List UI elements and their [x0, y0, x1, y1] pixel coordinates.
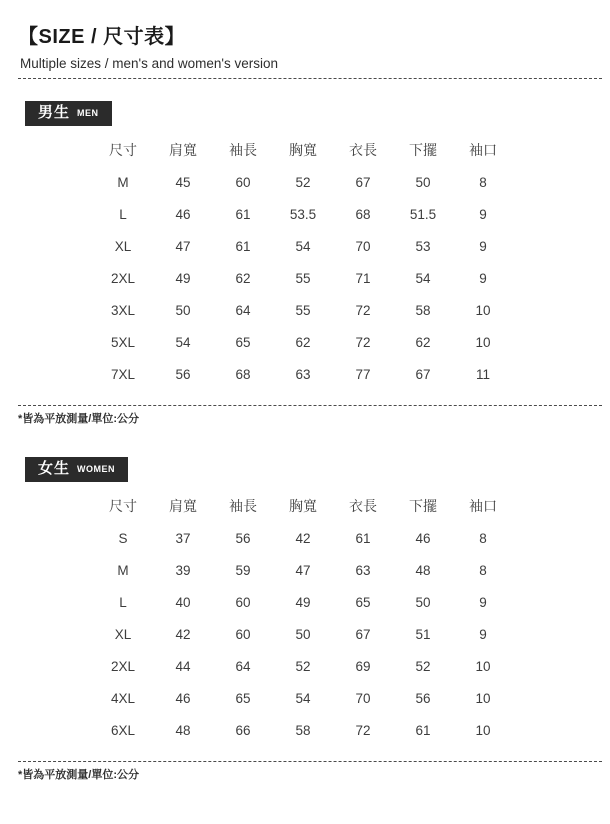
column-header: 下擺 [409, 142, 437, 159]
men-measurement-note: *皆為平放測量/單位:公分 [18, 413, 139, 426]
measurement-value: 10 [475, 658, 491, 674]
measurement-value: 77 [355, 366, 371, 382]
size-label: M [117, 562, 129, 578]
measurement-value: 52 [295, 174, 311, 190]
measurement-value: 62 [415, 334, 431, 350]
measurement-value: 61 [235, 238, 251, 254]
measurement-value: 66 [235, 722, 251, 738]
measurement-value: 49 [295, 594, 311, 610]
measurement-value: 54 [415, 270, 431, 286]
measurement-value: 50 [415, 174, 431, 190]
measurement-value: 67 [355, 174, 371, 190]
measurement-value: 60 [235, 174, 251, 190]
measurement-value: 9 [479, 270, 487, 286]
column-header: 尺寸 [109, 142, 137, 159]
measurement-value: 62 [295, 334, 311, 350]
size-label: L [119, 206, 127, 222]
measurement-value: 50 [295, 626, 311, 642]
measurement-value: 37 [175, 530, 191, 546]
women-badge-label: 女生 [38, 460, 71, 478]
measurement-value: 67 [415, 366, 431, 382]
measurement-value: 53.5 [289, 206, 317, 222]
measurement-value: 51.5 [409, 206, 437, 222]
measurement-value: 47 [175, 238, 191, 254]
measurement-value: 58 [295, 722, 311, 738]
measurement-value: 63 [355, 562, 371, 578]
measurement-value: 9 [479, 238, 487, 254]
column-header: 下擺 [409, 498, 437, 515]
dashed-divider [18, 761, 602, 762]
men-table-head [93, 134, 513, 166]
measurement-value: 56 [235, 530, 251, 546]
measurement-value: 44 [175, 658, 191, 674]
measurement-value: 61 [415, 722, 431, 738]
men-badge-label: 男生 [38, 104, 71, 121]
measurement-value: 52 [295, 658, 311, 674]
column-header: 袖長 [229, 142, 257, 159]
column-header: 胸寬 [289, 498, 317, 515]
table-row [93, 358, 513, 390]
measurement-value: 55 [295, 302, 311, 318]
measurement-value: 56 [175, 366, 191, 382]
measurement-value: 72 [355, 722, 371, 738]
measurement-value: 65 [235, 690, 251, 706]
measurement-value: 68 [355, 206, 371, 222]
measurement-value: 72 [355, 334, 371, 350]
dashed-divider [18, 405, 602, 406]
measurement-value: 40 [175, 594, 191, 610]
measurement-value: 8 [479, 562, 487, 578]
measurement-value: 68 [235, 366, 251, 382]
measurement-value: 54 [295, 690, 311, 706]
column-header: 袖口 [469, 142, 497, 159]
measurement-value: 39 [175, 562, 191, 578]
column-header: 衣長 [349, 142, 377, 159]
measurement-value: 65 [235, 334, 251, 350]
measurement-value: 52 [415, 658, 431, 674]
measurement-value: 58 [415, 302, 431, 318]
measurement-value: 48 [175, 722, 191, 738]
measurement-value: 69 [355, 658, 371, 674]
measurement-value: 70 [355, 238, 371, 254]
measurement-value: 61 [235, 206, 251, 222]
measurement-value: 56 [415, 690, 431, 706]
table-row [93, 522, 513, 554]
women-section [0, 426, 610, 782]
size-label: 3XL [110, 302, 136, 318]
measurement-value: 49 [175, 270, 191, 286]
table-row [93, 262, 513, 294]
men-badge [25, 101, 112, 126]
measurement-value: 11 [475, 366, 490, 382]
column-header: 胸寬 [289, 142, 317, 159]
measurement-value: 9 [479, 206, 487, 222]
measurement-value: 46 [175, 690, 191, 706]
measurement-value: 53 [415, 238, 431, 254]
column-header: 尺寸 [109, 498, 137, 515]
size-label: S [118, 530, 128, 546]
measurement-value: 42 [175, 626, 191, 642]
measurement-value: 47 [295, 562, 311, 578]
measurement-value: 60 [235, 626, 251, 642]
measurement-value: 71 [355, 270, 371, 286]
measurement-value: 61 [355, 530, 371, 546]
measurement-value: 60 [235, 594, 251, 610]
size-label: 7XL [110, 366, 136, 382]
measurement-value: 48 [415, 562, 431, 578]
column-header: 肩寬 [169, 142, 197, 159]
men-table-body [93, 166, 513, 390]
header-row [93, 490, 513, 522]
measurement-value: 10 [475, 690, 491, 706]
size-label: XL [114, 626, 132, 642]
measurement-value: 55 [295, 270, 311, 286]
size-label: 5XL [110, 334, 136, 350]
measurement-value: 64 [235, 302, 251, 318]
size-label: L [119, 594, 127, 610]
women-measurement-note: *皆為平放測量/單位:公分 [18, 769, 139, 782]
measurement-value: 59 [235, 562, 251, 578]
men-section [0, 79, 610, 426]
measurement-value: 51 [415, 626, 431, 642]
measurement-value: 70 [355, 690, 371, 706]
measurement-value: 9 [479, 594, 487, 610]
men-size-table [93, 134, 513, 390]
women-table-body [93, 522, 513, 746]
measurement-value: 46 [175, 206, 191, 222]
women-table-head [93, 490, 513, 522]
header-row [93, 134, 513, 166]
women-size-table [93, 490, 513, 746]
table-row [93, 682, 513, 714]
measurement-value: 10 [475, 722, 491, 738]
page-title: 【SIZE / 尺寸表】 [18, 26, 186, 48]
table-row [93, 294, 513, 326]
women-badge [25, 457, 128, 482]
size-label: 2XL [110, 270, 136, 286]
table-row [93, 554, 513, 586]
size-label: 4XL [110, 690, 136, 706]
column-header: 肩寬 [169, 498, 197, 515]
measurement-value: 54 [175, 334, 191, 350]
measurement-value: 50 [175, 302, 191, 318]
table-row [93, 198, 513, 230]
measurement-value: 8 [479, 530, 487, 546]
column-header: 衣長 [349, 498, 377, 515]
table-row [93, 166, 513, 198]
table-row [93, 586, 513, 618]
column-header: 袖口 [469, 498, 497, 515]
measurement-value: 8 [479, 174, 487, 190]
measurement-value: 42 [295, 530, 311, 546]
size-label: 6XL [110, 722, 136, 738]
measurement-value: 54 [295, 238, 311, 254]
measurement-value: 9 [479, 626, 487, 642]
size-label: 2XL [110, 658, 136, 674]
measurement-value: 63 [295, 366, 311, 382]
size-label: XL [114, 238, 132, 254]
measurement-value: 10 [475, 302, 491, 318]
measurement-value: 45 [175, 174, 191, 190]
measurement-value: 50 [415, 594, 431, 610]
men-badge-sublabel: MEN [77, 108, 99, 118]
measurement-value: 10 [475, 334, 491, 350]
size-chart-page [0, 24, 610, 824]
table-row [93, 326, 513, 358]
column-header: 袖長 [229, 498, 257, 515]
table-row [93, 230, 513, 262]
measurement-value: 72 [355, 302, 371, 318]
measurement-value: 64 [235, 658, 251, 674]
page-subtitle: Multiple sizes / men's and women's version [20, 56, 279, 71]
measurement-value: 46 [415, 530, 431, 546]
measurement-value: 67 [355, 626, 371, 642]
size-label: M [117, 174, 129, 190]
table-row [93, 650, 513, 682]
table-row [93, 714, 513, 746]
women-badge-sublabel: WOMEN [77, 464, 116, 475]
table-row [93, 618, 513, 650]
measurement-value: 62 [235, 270, 251, 286]
measurement-value: 65 [355, 594, 371, 610]
